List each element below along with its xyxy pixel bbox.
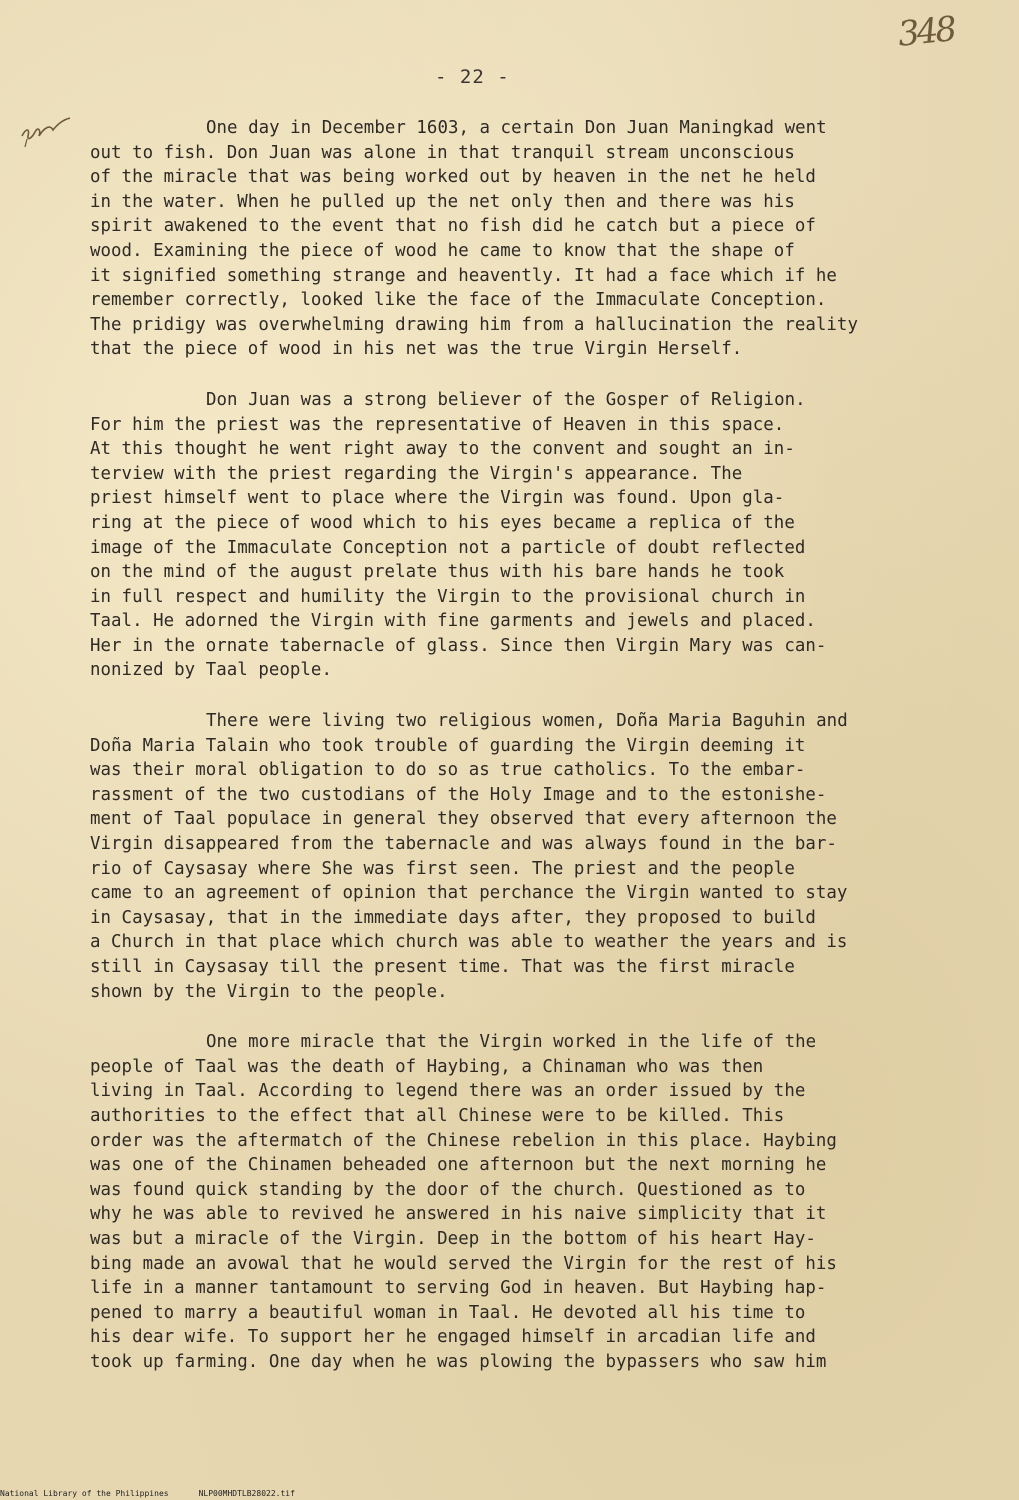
text-line: living in Taal. According to legend there was an order issued by the: [90, 1081, 806, 1102]
text-line: shown by the Virgin to the people.: [90, 981, 448, 1002]
text-line: in full respect and humility the Virgin to the provisional church in: [90, 586, 806, 607]
text-line: The pridigy was overwhelming drawing him from a hallucination the reality: [90, 314, 858, 335]
page-number: - 22 -: [435, 66, 510, 88]
text-line: authorities to the effect that all Chinese were to be killed. This: [90, 1105, 785, 1126]
paragraph-2: [90, 388, 970, 683]
text-line: One more miracle that the Virgin worked in the life of the: [206, 1032, 817, 1053]
text-line: ment of Taal populace in general they observed that every afternoon the: [90, 809, 837, 830]
text-line: terview with the priest regarding the Virgin's appearance. The: [90, 463, 743, 484]
text-line: priest himself went to place where the Virgin was found. Upon gla-: [90, 488, 785, 509]
footer-library: National Library of the Philippines: [0, 1489, 169, 1498]
text-line: nonized by Taal people.: [90, 660, 332, 681]
text-line: was their moral obligation to do so as true catholics. To the embar-: [90, 760, 806, 781]
text-line: For him the priest was the representative of Heaven in this space.: [90, 414, 785, 435]
text-line: was but a miracle of the Virgin. Deep in the bottom of his heart Hay-: [90, 1228, 816, 1249]
text-line: spirit awakened to the event that no fish did he catch but a piece of: [90, 216, 816, 237]
text-line: out to fish. Don Juan was alone in that tranquil stream unconscious: [90, 142, 795, 163]
text-line: remember correctly, looked like the face of the Immaculate Conception.: [90, 290, 827, 311]
text-line: At this thought he went right away to the convent and sought an in-: [90, 439, 795, 460]
text-line: a Church in that place which church was able to weather the years and is: [90, 932, 848, 953]
text-line: ring at the piece of wood which to his eyes became a replica of the: [90, 512, 795, 533]
text-line: Don Juan was a strong believer of the Gosper of Religion.: [206, 389, 806, 410]
text-line: it signified something strange and heavently. It had a face which if he: [90, 265, 837, 286]
handwritten-page-number: 348: [896, 9, 956, 55]
text-line: wood. Examining the piece of wood he came to know that the shape of: [90, 240, 795, 261]
document-body: [90, 116, 970, 1401]
text-line: One day in December 1603, a certain Don Juan Maningkad went: [206, 118, 827, 138]
text-line: Taal. He adorned the Virgin with fine garments and jewels and placed.: [90, 611, 816, 632]
text-line: his dear wife. To support her he engaged himself in arcadian life and: [90, 1327, 816, 1348]
text-line: pened to marry a beautiful woman in Taal. He devoted all his time to: [90, 1302, 806, 1323]
text-line: in the water. When he pulled up the net only then and there was his: [90, 191, 795, 212]
margin-initials-mark: [18, 114, 78, 154]
text-line: There were living two religious women, Doña Maria Baguhin and: [206, 711, 848, 732]
text-line: Virgin disappeared from the tabernacle and was always found in the bar-: [90, 834, 837, 855]
text-line: people of Taal was the death of Haybing, a Chinaman who was then: [90, 1056, 764, 1077]
text-line: came to an agreement of opinion that perchance the Virgin wanted to stay: [90, 883, 848, 904]
text-line: on the mind of the august prelate thus with his bare hands he took: [90, 562, 785, 583]
text-line: in Caysasay, that in the immediate days after, they proposed to build: [90, 907, 816, 928]
footer-filename: NLP00MHDTLB28022.tif: [198, 1489, 295, 1498]
text-line: was found quick standing by the door of the church. Questioned as to: [90, 1179, 806, 1200]
text-line: Doña Maria Talain who took trouble of guarding the Virgin deeming it: [90, 735, 806, 756]
text-line: of the miracle that was being worked out by heaven in the net he held: [90, 167, 816, 188]
text-line: why he was able to revived he answered in his naive simplicity that it: [90, 1204, 827, 1225]
text-line: that the piece of wood in his net was the true Virgin Herself.: [90, 339, 743, 360]
text-line: rio of Caysasay where She was first seen. The priest and the people: [90, 858, 795, 879]
paragraph-4: [90, 1030, 970, 1374]
text-line: image of the Immaculate Conception not a particle of doubt reflected: [90, 537, 806, 558]
scan-footer: [0, 1489, 1019, 1499]
text-line: Her in the ornate tabernacle of glass. Since then Virgin Mary was can-: [90, 635, 827, 656]
text-line: rassment of the two custodians of the Holy Image and to the estonishe-: [90, 784, 827, 805]
text-line: life in a manner tantamount to serving God in heaven. But Haybing hap-: [90, 1278, 827, 1299]
text-line: took up farming. One day when he was plowing the bypassers who saw him: [90, 1351, 827, 1372]
paragraph-1: [90, 116, 970, 362]
text-line: bing made an avowal that he would served the Virgin for the rest of his: [90, 1253, 837, 1274]
paragraph-3: [90, 709, 970, 1004]
text-line: order was the aftermatch of the Chinese rebelion in this place. Haybing: [90, 1130, 837, 1151]
text-line: still in Caysasay till the present time. That was the first miracle: [90, 957, 795, 977]
text-line: was one of the Chinamen beheaded one afternoon but the next morning he: [90, 1155, 827, 1176]
